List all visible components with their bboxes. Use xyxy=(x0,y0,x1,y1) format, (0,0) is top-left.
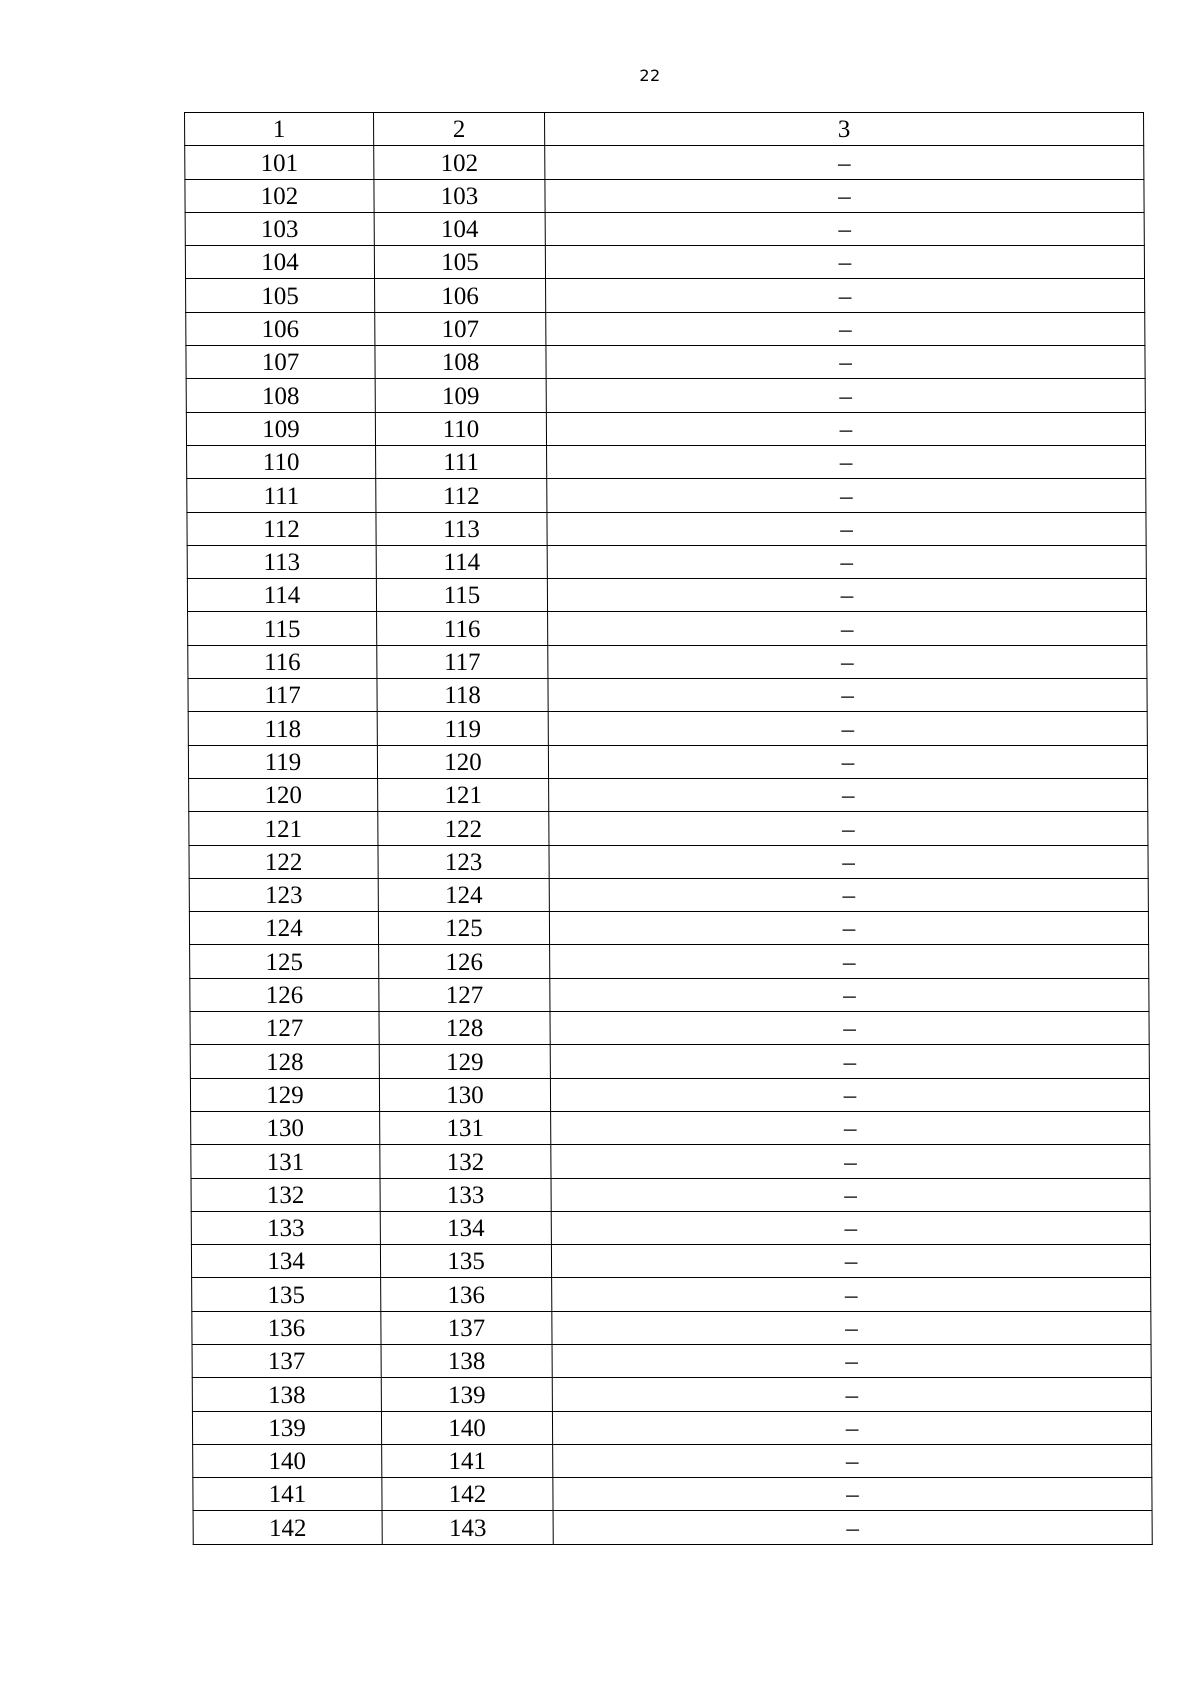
table-cell-col-2: 122 xyxy=(378,812,549,845)
table-row xyxy=(188,645,1147,678)
page-number: 22 xyxy=(639,66,661,85)
table-cell-col-1: 138 xyxy=(192,1378,381,1411)
table-row xyxy=(185,179,1144,212)
table-cell-col-3: – xyxy=(550,1045,1149,1078)
table-cell-col-2: 119 xyxy=(377,712,548,745)
table-cell-col-3: – xyxy=(545,146,1144,179)
table-cell-col-1: 132 xyxy=(191,1178,380,1211)
table-row xyxy=(186,346,1145,379)
table-cell-col-1: 133 xyxy=(191,1211,380,1244)
table-cell-col-3: – xyxy=(546,346,1145,379)
table-cell-col-2: 120 xyxy=(377,745,548,778)
table-cell-col-3: – xyxy=(552,1278,1151,1311)
table-cell-col-2: 115 xyxy=(376,579,547,612)
table-cell-col-2: 131 xyxy=(380,1111,551,1144)
table-row xyxy=(187,445,1146,478)
table-row xyxy=(189,878,1148,911)
table-row xyxy=(191,1111,1150,1144)
table-row xyxy=(193,1511,1152,1544)
table-row xyxy=(185,246,1144,279)
table-cell-col-2: 111 xyxy=(376,445,547,478)
table-cell-col-2: 142 xyxy=(382,1478,553,1511)
table-cell-col-1: 104 xyxy=(185,246,374,279)
table-cell-col-2: 138 xyxy=(381,1344,552,1377)
table-cell-col-2: 104 xyxy=(374,212,545,245)
table-cell-col-1: 107 xyxy=(186,346,375,379)
table-cell-col-1: 119 xyxy=(188,745,377,778)
table-cell-col-1: 139 xyxy=(192,1411,381,1444)
data-table xyxy=(184,112,1153,1545)
table-cell-col-3: – xyxy=(550,945,1149,978)
table-cell-col-3: – xyxy=(545,179,1144,212)
table-cell-col-3: – xyxy=(552,1411,1151,1444)
table-cell-col-1: 131 xyxy=(191,1145,380,1178)
table-cell-col-1: 117 xyxy=(188,679,377,712)
table-cell-col-1: 130 xyxy=(191,1111,380,1144)
table-cell-col-3: – xyxy=(550,978,1149,1011)
table-cell-col-1: 105 xyxy=(186,279,375,312)
table-cell-col-3: – xyxy=(547,545,1146,578)
table-cell-col-3: – xyxy=(546,412,1145,445)
table-cell-col-2: 129 xyxy=(379,1045,550,1078)
table-cell-col-1: 126 xyxy=(190,978,379,1011)
table-cell-col-3: – xyxy=(553,1478,1152,1511)
table-row xyxy=(185,146,1144,179)
table-cell-col-1: 135 xyxy=(192,1278,381,1311)
table-cell-col-1: 128 xyxy=(190,1045,379,1078)
table-cell-col-2: 125 xyxy=(378,912,549,945)
column-header-3: 3 xyxy=(545,113,1144,146)
table-cell-col-1: 109 xyxy=(186,412,375,445)
table-cell-col-2: 126 xyxy=(379,945,550,978)
table-row xyxy=(189,912,1148,945)
table-cell-col-2: 128 xyxy=(379,1012,550,1045)
table-cell-col-2: 139 xyxy=(381,1378,552,1411)
table-cell-col-3: – xyxy=(547,479,1146,512)
table-row xyxy=(186,312,1145,345)
table-cell-col-2: 130 xyxy=(379,1078,550,1111)
table-row xyxy=(193,1478,1152,1511)
table-cell-col-2: 106 xyxy=(375,279,546,312)
table-row xyxy=(190,945,1149,978)
table-cell-col-1: 134 xyxy=(191,1245,380,1278)
table-row xyxy=(192,1411,1151,1444)
table-cell-col-2: 117 xyxy=(377,645,548,678)
table-cell-col-2: 114 xyxy=(376,545,547,578)
table-body xyxy=(185,146,1153,1544)
table-cell-col-2: 140 xyxy=(381,1411,552,1444)
table-row xyxy=(191,1211,1150,1244)
table-cell-col-2: 143 xyxy=(382,1511,553,1544)
table-row xyxy=(192,1344,1151,1377)
table-row xyxy=(188,679,1147,712)
table-cell-col-2: 113 xyxy=(376,512,547,545)
table-row xyxy=(185,212,1144,245)
table-cell-col-2: 133 xyxy=(380,1178,551,1211)
table-cell-col-1: 127 xyxy=(190,1012,379,1045)
table-cell-col-2: 123 xyxy=(378,845,549,878)
table-cell-col-3: – xyxy=(549,812,1148,845)
table-cell-col-1: 114 xyxy=(187,579,376,612)
table-cell-col-2: 121 xyxy=(378,778,549,811)
table-row xyxy=(191,1178,1150,1211)
table-row xyxy=(191,1245,1150,1278)
table-cell-col-1: 111 xyxy=(187,479,376,512)
table-row xyxy=(187,579,1146,612)
table-cell-col-1: 121 xyxy=(189,812,378,845)
table-cell-col-2: 118 xyxy=(377,679,548,712)
table-cell-col-1: 136 xyxy=(192,1311,381,1344)
table-row xyxy=(190,1045,1149,1078)
table-cell-col-1: 115 xyxy=(188,612,377,645)
table-cell-col-3: – xyxy=(546,312,1145,345)
table-cell-col-3: – xyxy=(552,1311,1151,1344)
table-cell-col-2: 108 xyxy=(375,346,546,379)
table-cell-col-2: 105 xyxy=(374,246,545,279)
table-row xyxy=(186,379,1145,412)
table-cell-col-1: 120 xyxy=(189,778,378,811)
table-cell-col-2: 136 xyxy=(381,1278,552,1311)
table-cell-col-1: 110 xyxy=(187,445,376,478)
table-row xyxy=(188,745,1147,778)
table-cell-col-3: – xyxy=(545,212,1144,245)
table-cell-col-3: – xyxy=(545,246,1144,279)
table-cell-col-3: – xyxy=(550,1078,1149,1111)
table-cell-col-2: 103 xyxy=(374,179,545,212)
table-row xyxy=(190,978,1149,1011)
table-cell-col-1: 113 xyxy=(187,545,376,578)
table-cell-col-1: 141 xyxy=(193,1478,382,1511)
table-cell-col-3: – xyxy=(552,1344,1151,1377)
table-cell-col-1: 108 xyxy=(186,379,375,412)
table-row xyxy=(188,612,1147,645)
table-row xyxy=(190,1078,1149,1111)
header-row xyxy=(185,113,1144,146)
table-cell-col-3: – xyxy=(548,745,1147,778)
table-row xyxy=(190,1012,1149,1045)
table-header xyxy=(185,113,1144,146)
table-row xyxy=(188,712,1147,745)
table-cell-col-1: 116 xyxy=(188,645,377,678)
table-cell-col-3: – xyxy=(547,445,1146,478)
table-cell-col-2: 107 xyxy=(375,312,546,345)
table-cell-col-3: – xyxy=(551,1145,1150,1178)
table-cell-col-2: 110 xyxy=(375,412,546,445)
table-cell-col-3: – xyxy=(547,512,1146,545)
table-cell-col-1: 122 xyxy=(189,845,378,878)
table-row xyxy=(192,1311,1151,1344)
table-cell-col-1: 101 xyxy=(185,146,374,179)
table-cell-col-3: – xyxy=(551,1111,1150,1144)
table-cell-col-1: 102 xyxy=(185,179,374,212)
table-cell-col-1: 124 xyxy=(189,912,378,945)
table-cell-col-3: – xyxy=(551,1178,1150,1211)
table-row xyxy=(189,778,1148,811)
table-cell-col-3: – xyxy=(548,679,1147,712)
table-cell-col-1: 112 xyxy=(187,512,376,545)
table-row xyxy=(192,1378,1151,1411)
table-cell-col-3: – xyxy=(548,712,1147,745)
table-row xyxy=(186,279,1145,312)
table-cell-col-3: – xyxy=(549,778,1148,811)
table-cell-col-3: – xyxy=(548,645,1147,678)
table-cell-col-2: 141 xyxy=(382,1444,553,1477)
table-cell-col-3: – xyxy=(551,1211,1150,1244)
table-cell-col-3: – xyxy=(546,379,1145,412)
table-cell-col-3: – xyxy=(553,1511,1152,1544)
table-cell-col-2: 127 xyxy=(379,978,550,1011)
table-cell-col-3: – xyxy=(549,845,1148,878)
column-header-2: 2 xyxy=(374,113,545,146)
table-cell-col-2: 124 xyxy=(378,878,549,911)
table-cell-col-1: 140 xyxy=(193,1444,382,1477)
table-cell-col-1: 123 xyxy=(189,878,378,911)
table-cell-col-3: – xyxy=(546,279,1145,312)
table-cell-col-1: 125 xyxy=(190,945,379,978)
table-cell-col-1: 103 xyxy=(185,212,374,245)
table-cell-col-3: – xyxy=(551,1245,1150,1278)
table-cell-col-3: – xyxy=(547,579,1146,612)
table-cell-col-1: 137 xyxy=(192,1344,381,1377)
table-cell-col-3: – xyxy=(548,612,1147,645)
table-cell-col-2: 135 xyxy=(380,1245,551,1278)
table-cell-col-3: – xyxy=(549,912,1148,945)
table-cell-col-2: 102 xyxy=(374,146,545,179)
table-cell-col-2: 112 xyxy=(376,479,547,512)
table-row xyxy=(186,412,1145,445)
table-cell-col-2: 137 xyxy=(381,1311,552,1344)
table-cell-col-1: 129 xyxy=(190,1078,379,1111)
table-cell-col-1: 118 xyxy=(188,712,377,745)
table-row xyxy=(187,479,1146,512)
table-row xyxy=(189,845,1148,878)
table-cell-col-1: 142 xyxy=(193,1511,382,1544)
table-row xyxy=(187,512,1146,545)
table-row xyxy=(191,1145,1150,1178)
table-row xyxy=(192,1278,1151,1311)
table-cell-col-3: – xyxy=(553,1444,1152,1477)
table-cell-col-2: 134 xyxy=(380,1211,551,1244)
table-cell-col-1: 106 xyxy=(186,312,375,345)
table-cell-col-3: – xyxy=(550,1012,1149,1045)
table-cell-col-2: 109 xyxy=(375,379,546,412)
table-cell-col-2: 116 xyxy=(377,612,548,645)
table-row xyxy=(189,812,1148,845)
table-cell-col-2: 132 xyxy=(380,1145,551,1178)
table-row xyxy=(187,545,1146,578)
table-cell-col-3: – xyxy=(549,878,1148,911)
column-header-1: 1 xyxy=(185,113,374,146)
table-row xyxy=(193,1444,1152,1477)
table-cell-col-3: – xyxy=(552,1378,1151,1411)
